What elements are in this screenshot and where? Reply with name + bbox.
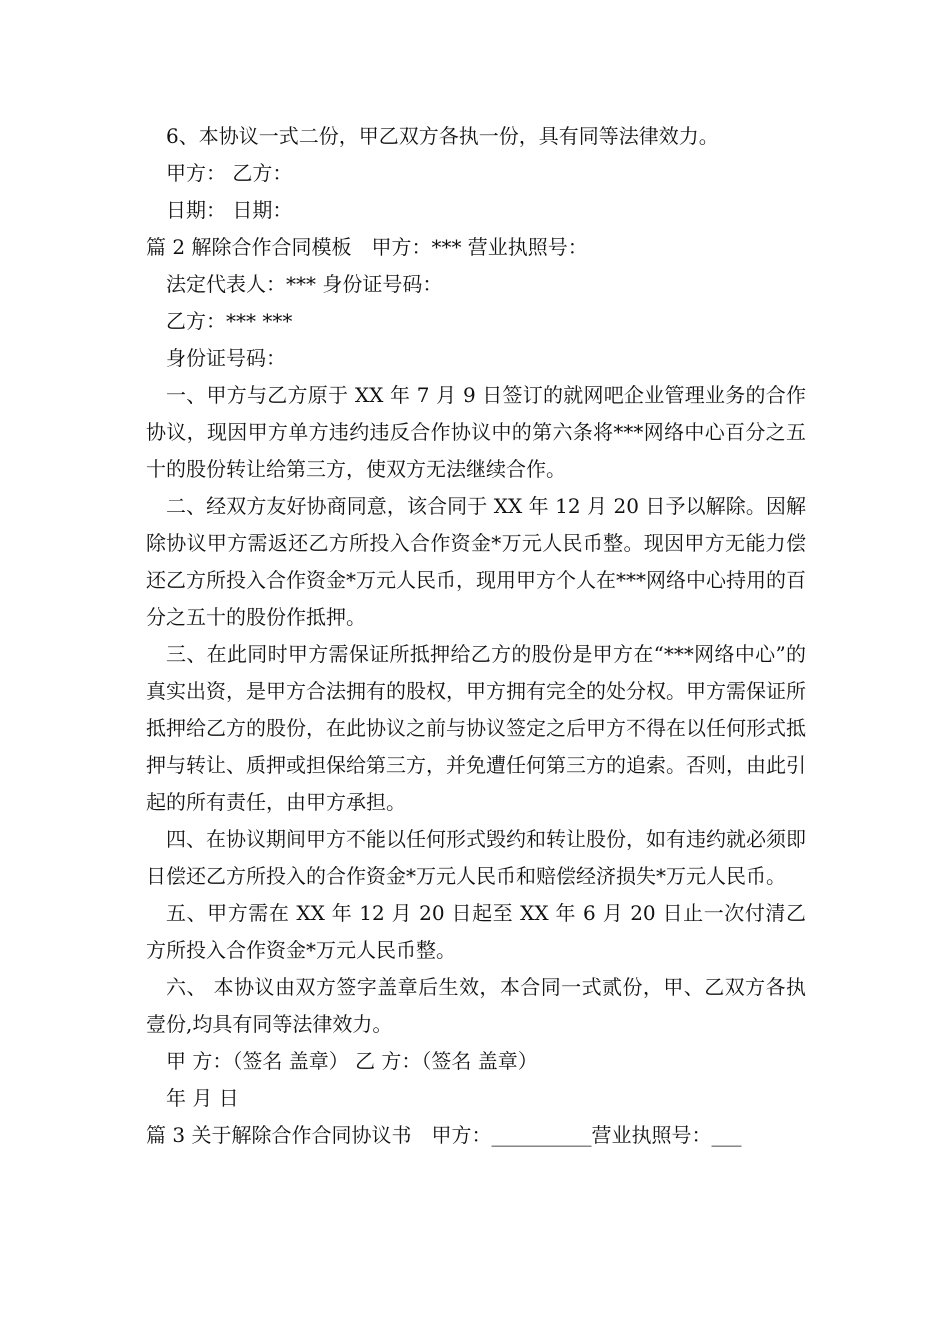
paragraph-copies-clause: 6、本协议一式二份，甲乙双方各执一份，具有同等法律效力。	[166, 124, 719, 148]
clause-five: 五、甲方需在 XX 年 12 月 20 日起至 XX 年 6 月 20 日止一次付清乙方所投入合作资金*万元人民币整。	[146, 901, 806, 962]
paragraph-id-number: 身份证号码：	[166, 346, 286, 370]
clause-one: 一、甲方与乙方原于 XX 年 7 月 9 日签订的就网吧企业管理业务的合作协议，现因甲方单方违约违反合作协议中的第六条将***网络中心百分之五十的股份转让给第三方，使双方无法继续合作。	[146, 383, 806, 481]
clause-three: 三、在此同时甲方需保证所抵押给乙方的股份是甲方在“***网络中心”的真实出资，是甲方合法拥有的股权，甲方拥有完全的处分权。甲方需保证所抵押给乙方的股份，在此协议之前与协议签定之后甲方不得在以任何形式抵押与转让、质押或担保给第三方，并免遭任何第三方的追索。否则，由此引起的所有责任，由甲方承担。	[146, 642, 806, 814]
section-heading-part-3: 篇 3 关于解除合作合同协议书 甲方：__________营业执照号：___	[146, 1123, 742, 1147]
paragraph-legal-representative: 法定代表人：*** 身份证号码：	[166, 272, 443, 296]
clause-six: 六、 本协议由双方签字盖章后生效，本合同一式贰份，甲、乙双方各执壹份,均具有同等法律效力。	[146, 975, 806, 1036]
clause-four: 四、在协议期间甲方不能以任何形式毁约和转让股份，如有违约就必须即日偿还乙方所投入的合作资金*万元人民币和赔偿经济损失*万元人民币。	[146, 827, 806, 888]
signature-line: 甲 方：（签名 盖章） 乙 方：（签名 盖章）	[166, 1049, 538, 1073]
paragraph-dates: 日期： 日期：	[166, 198, 293, 222]
paragraph-party-b: 乙方：*** ***	[166, 309, 293, 333]
clause-two: 二、经双方友好协商同意，该合同于 XX 年 12 月 20 日予以解除。因解除协议甲方需返还乙方所投入合作资金*万元人民币整。现因甲方无能力偿还乙方所投入合作资金*万元人民币，现用甲方个人在***网络中心持用的百分之五十的股份作抵押。	[146, 494, 806, 629]
document-body	[146, 118, 806, 1154]
date-line: 年 月 日	[166, 1086, 239, 1110]
section-heading-part-2: 篇 2 解除合作合同模板 甲方：*** 营业执照号：	[146, 235, 588, 259]
paragraph-party-signatures: 甲方： 乙方：	[166, 161, 293, 185]
